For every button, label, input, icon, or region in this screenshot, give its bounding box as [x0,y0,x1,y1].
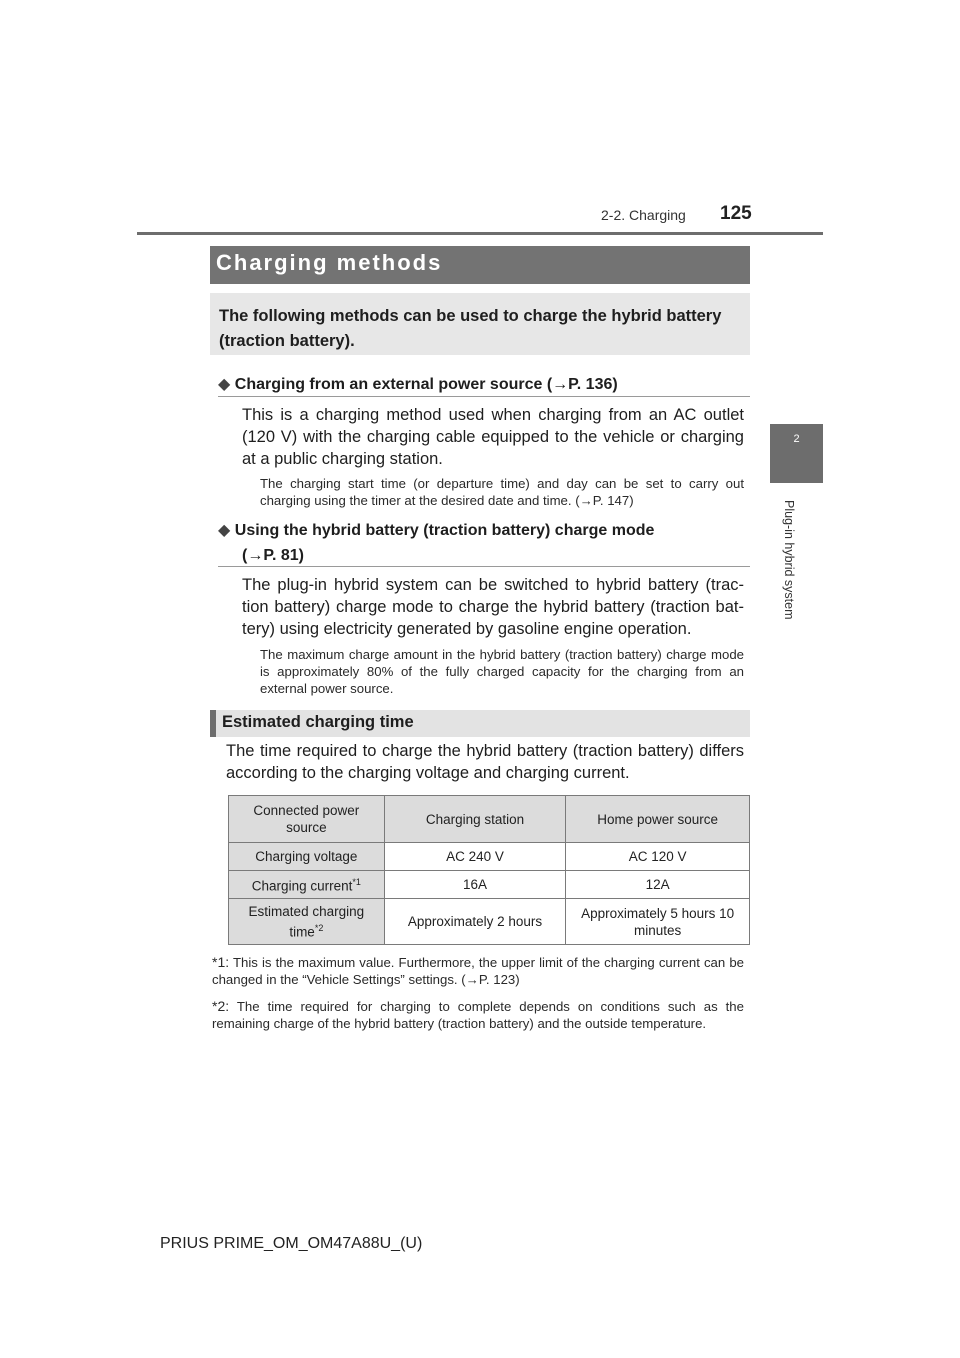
table-header-cell: Home power source [566,796,750,843]
table-row [229,871,750,899]
table-row [229,843,750,871]
table-row [229,899,750,945]
table-cell: AC 120 V [566,843,750,871]
section-1-heading [218,372,618,397]
section-2-heading-text: Using the hybrid battery (traction battery) charge mode [234,522,655,539]
diamond-bullet-icon: ◆ [218,376,231,393]
section-1-body: This is a charging method used when charging from an AC outlet (120 V) with the charging cable equipped to the vehicle or charging at a public charging station. [242,406,744,468]
footnote-1-text: This is the maximum value. Furthermore, the upper limit of the charging current can be changed in the “Vehicle Settings” settings. (→P. 123) [212,955,744,987]
footnote-1-mark: *1: [212,954,230,970]
section-1-rule [218,396,750,397]
diamond-bullet-icon: ◆ [218,522,231,539]
chapter-tab-label: Plug-in hybrid system [782,500,796,620]
table-cell: Approximately 2 hours [384,899,566,945]
table-cell: AC 240 V [384,843,566,871]
footnote-2 [212,998,744,1032]
estimated-heading-accent [210,710,216,737]
intro-text: The following methods can be used to charge the hybrid battery (traction battery). [219,307,722,350]
table-header-row [229,796,750,843]
header-rule [137,232,823,235]
section-1-note: The charging start time (or departure time) and day can be set to carry out charging using the timer at the desired date and time. (→P. 147) [260,476,744,508]
footnote-ref: *2 [314,922,324,933]
section-2-heading-ref: (→P. 81) [242,547,304,564]
footnote-2-text: The time required for charging to complete depends on conditions such as the remaining charge of the hybrid battery (traction battery) and the outside temperature. [212,999,744,1031]
page-number: 125 [720,203,752,224]
table-row-label: Charging voltage [229,843,385,871]
charging-time-table [228,795,750,945]
table-cell: 12A [566,871,750,899]
section-2-rule [218,566,750,567]
estimated-heading: Estimated charging time [222,713,414,731]
section-2-heading [218,518,748,568]
footnote-1 [212,954,744,988]
section-2-note: The maximum charge amount in the hybrid battery (traction battery) charge mode is approximately 80% of the fully charged capacity for the charging from an external power source. [260,647,744,696]
table-row-label: Charging current$^{*1}$ [229,871,385,899]
chapter-tab-number: 2 [793,433,800,445]
section-1-heading-text: Charging from an external power source (→P. 136) [234,376,618,393]
document-footer: PRIUS PRIME_OM_OM47A88U_(U) [160,1235,423,1252]
footnote-2-mark: *2: [212,998,230,1014]
header-section-title: 2-2. Charging [601,207,686,223]
table-header-cell: Charging station [384,796,566,843]
page-title: Charging methods [216,250,443,275]
table-header-cell: Connected power source [229,796,385,843]
estimated-body: The time required to charge the hybrid battery (traction battery) differs according to the charging voltage and charging current. [226,742,744,782]
table-cell: 16A [384,871,566,899]
footnote-ref: *1 [352,877,361,888]
table-row-label: Estimated charging time$^{*2}$ [229,899,385,945]
table-cell: Approximately 5 hours 10 minutes [566,899,750,945]
section-2-body: The plug-in hybrid system can be switched to hybrid battery (trac-tion battery) charge mode to charge the hybrid battery (traction bat-tery) using electricity generated by gasoline engine operation. [242,576,744,638]
